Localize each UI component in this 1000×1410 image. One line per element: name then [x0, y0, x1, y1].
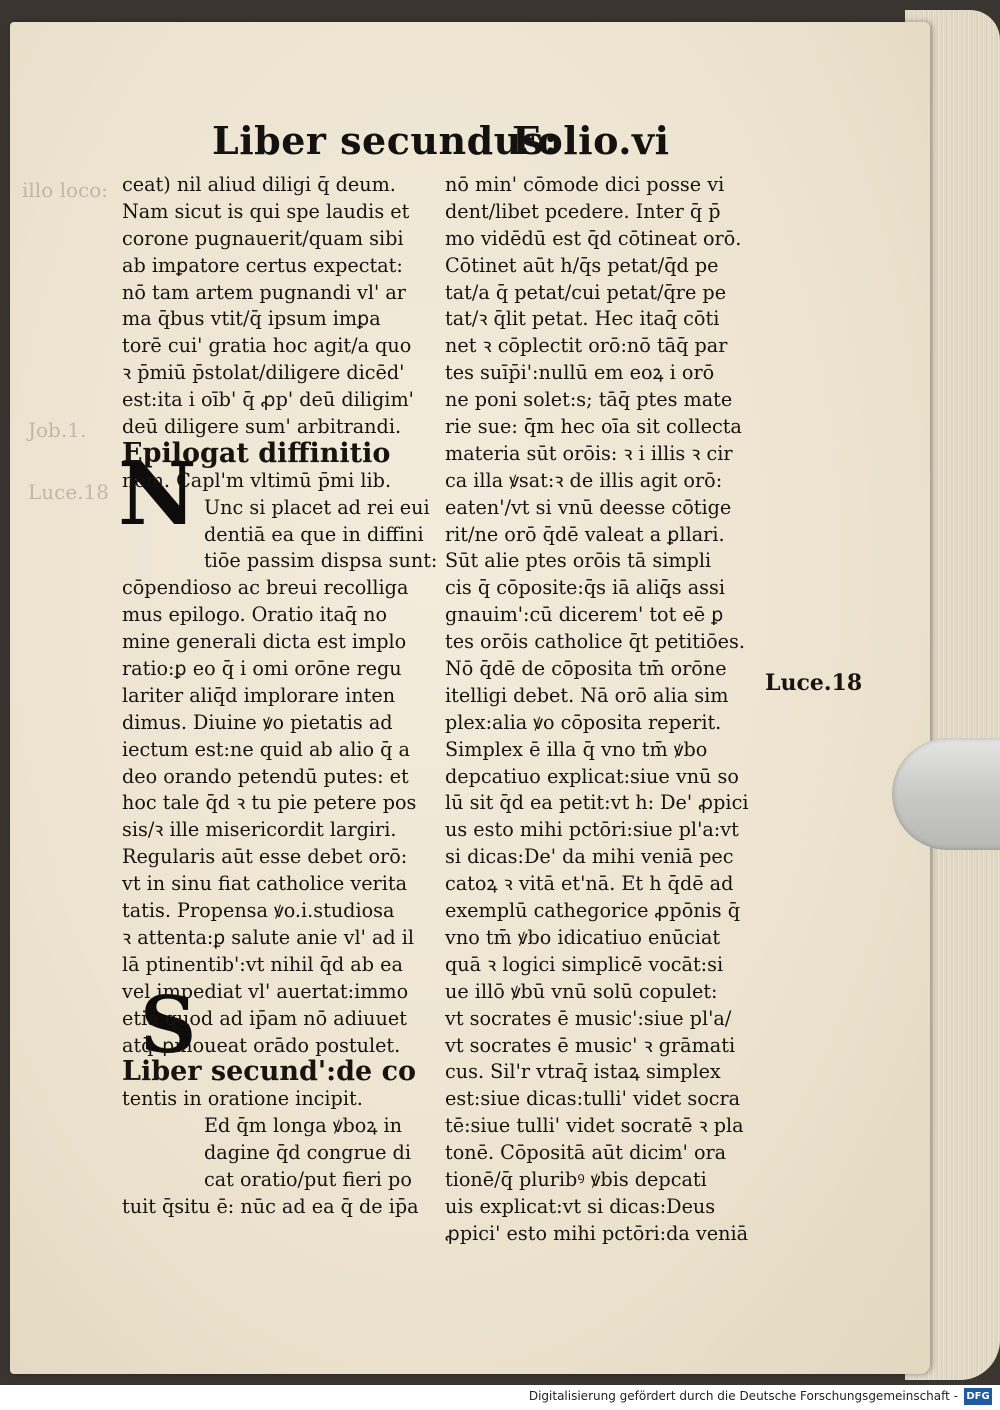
margin-note: Luce.18 [765, 670, 863, 696]
text-line: hoc tale q̄d ꝛ tu pie petere pos [122, 791, 417, 815]
text-line: corone pugnauerit/quam sibi [122, 226, 404, 250]
text-line: mus epilogo. Oratio itaq̄ no [122, 603, 388, 627]
text-line: vno tm̄ ꝟbo idicatiuo enūciat [445, 925, 721, 949]
text-line: torē cui' gratia hoc agit/a quo [122, 334, 412, 358]
bleed-through-text: illo loco: [22, 178, 109, 202]
text-line: lariter aliq̄d implorare inten [122, 683, 396, 707]
text-line: Epilogat diffinitio [122, 437, 391, 469]
text-line: tionē/q̄ pluribꝰ ꝟbis depcati [445, 1167, 707, 1191]
text-line: nō min' cōmode dici posse vi [445, 173, 725, 196]
text-line: tatis. Propensa ꝟo.i.studiosa [122, 899, 395, 923]
text-line: Ed q̄m longa ꝟboꝝ in [204, 1114, 403, 1138]
text-line: Sūt alie ptes orōis tā simpli [445, 549, 712, 573]
text-line: ne poni solet:s; tāq̄ ptes mate [445, 388, 733, 412]
text-line: Liber secund':de co [122, 1056, 417, 1088]
text-line: eaten'/vt si vnū deesse cōtige [445, 495, 732, 519]
text-line: dimus. Diuine ꝟo pietatis ad [122, 710, 393, 734]
bleed-through-text: Luce.18 [28, 480, 110, 504]
text-line: materia sūt orōis: ꝛ i illis ꝛ cir [445, 441, 733, 465]
text-line: iectum est:ne quid ab alio q̄ a [122, 737, 410, 761]
text-line: est:ita i oīb' q̄ ꝓp' deū diligim' [122, 388, 414, 412]
text-column-left [122, 172, 438, 1221]
text-line: si dicas:De' da mihi veniā pec [445, 845, 734, 869]
text-line: lā ptinentib':vt nihil q̄d ab ea [122, 952, 403, 976]
text-line: tuit q̄situ ē: nūc ad ea q̄ de ip̄a [122, 1194, 419, 1218]
text-line: tonē. Cōpositā aūt dicim' ora [445, 1141, 727, 1165]
text-line: etiā quod ad ip̄am nō adiuuet [122, 1006, 407, 1030]
text-line: ratio:ꝑ eo q̄ i omi orōne regu [122, 657, 402, 681]
bleed-through-text: Job.1. [28, 418, 87, 442]
text-line: ceat) nil aliud diligi q̄ deum. [122, 173, 396, 196]
dfg-logo: DFG [964, 1388, 992, 1405]
text-line: vel impediat vl' auertat:immo [122, 979, 409, 1003]
text-line: dent/libet pcedere. Inter q̄ p̄ [445, 199, 721, 223]
text-line: tes orōis catholice q̄t petitiōes. [445, 630, 745, 654]
text-line: itelligi debet. Nā orō alia sim [445, 683, 729, 707]
text-line: mo vidēdū est q̄d cōtineat orō. [445, 226, 742, 250]
text-line: exemplū cathegorice ꝓpōnis q̄ [445, 899, 740, 923]
text-line: Regularis aūt esse debet orō: [122, 845, 408, 869]
running-header-right: Folio.vi [512, 118, 670, 163]
text-column-right [445, 172, 749, 1248]
text-line: uis explicat:vt si dicas:Deus [445, 1194, 716, 1218]
text-line: Simplex ē illa q̄ vno tm̄ ꝟbo [445, 737, 708, 761]
text-line: depcatiuo explicat:siue vnū so [445, 764, 739, 788]
text-line: ꝛ attenta:ꝑ salute anie vl' ad il [122, 925, 415, 949]
text-line: cōpendioso ac breui recolliga [122, 576, 409, 600]
text-line: lū sit q̄d ea petit:vt h: De' ꝓpici [445, 791, 749, 815]
text-line: ue illō ꝟbū vnū solū copulet: [445, 979, 718, 1003]
text-line: Nam sicut is qui spe laudis et [122, 199, 410, 223]
text-line: mine generali dicta est implo [122, 630, 407, 654]
page-clip [892, 738, 1000, 850]
text-line: atq̄ ꝓmoueat orādo postulet. [122, 1033, 401, 1057]
text-line: cat oratio/put fieri po [204, 1167, 412, 1191]
text-line: cus. Sil'r vtraq̄ istaꝝ simplex [445, 1060, 721, 1084]
text-line: Nō q̄dē de cōposita tm̄ orōne [445, 657, 727, 681]
text-line: net ꝛ cōplectit orō:nō tāq̄ par [445, 334, 728, 358]
text-line: rie sue: q̄m hec oīa sit collecta [445, 415, 742, 439]
text-line: tentis in oratione incipit. [122, 1087, 363, 1111]
text-line: nem. Capl'm vltimū p̄mi lib. [122, 468, 392, 492]
text-line: cis q̄ cōposite:q̄s iā aliq̄s assi [445, 576, 725, 600]
text-line: plex:alia ꝟo cōposita reperit. [445, 710, 722, 734]
text-line: us esto mihi pctōri:siue pl'a:vt [445, 818, 739, 842]
text-line: gnauim':cū dicerem' tot eē ꝑ [445, 603, 724, 627]
text-line: tē:siue tulli' videt socratē ꝛ pla [445, 1114, 744, 1138]
text-line: tat/ꝛ q̄lit petat. Hec itaq̄ cōti [445, 307, 720, 331]
text-line: deū diligere sum' arbitrandi. [122, 415, 402, 439]
text-line: rit/ne orō q̄dē valeat a ꝑllari. [445, 522, 725, 546]
text-line: est:siue dicas:tulli' videt socra [445, 1087, 741, 1111]
text-line: quā ꝛ logici simplicē vocāt:si [445, 952, 724, 976]
text-line: Cōtinet aūt h/q̄s petat/q̄d pe [445, 253, 719, 277]
text-line: tiōe passim dispsa sunt: [204, 549, 438, 573]
running-header-left: Liber secundus: [212, 118, 559, 163]
text-line: deo orando petendū putes: et [122, 764, 409, 788]
text-line: dentiā ea que in diffini [204, 522, 424, 546]
text-line: ꝓpici' esto mihi pctōri:da veniā [445, 1221, 749, 1245]
text-line: dagine q̄d congrue di [204, 1141, 411, 1165]
text-line: Unc si placet ad rei eui [204, 495, 430, 519]
text-line: tes suīp̄i':nullū em eoꝝ i orō [445, 361, 715, 385]
text-line: vt in sinu fiat catholice verita [122, 872, 408, 896]
text-line: ma q̄bus vtit/q̄ ipsum imꝑa [122, 307, 381, 331]
footer-credit: Digitalisierung gefördert durch die Deutsche Forschungsgemeinschaft - [528, 1389, 958, 1403]
text-line: catoꝝ ꝛ vitā et'nā. Et h q̄dē ad [445, 872, 734, 896]
text-line: vt socrates ē music':siue pl'a/ [445, 1006, 732, 1030]
text-line: vt socrates ē music' ꝛ grāmati [445, 1033, 736, 1057]
text-line: ca illa ꝟsat:ꝛ de illis agit orō: [445, 468, 723, 492]
decorated-initial-n: N [118, 444, 197, 545]
text-line: nō tam artem pugnandi vl' ar [122, 280, 406, 304]
text-line: ab imꝑatore certus expectat: [122, 253, 403, 277]
footer-bar [0, 1385, 1000, 1410]
text-line: ꝛ p̄miū p̄stolat/diligere dicēd' [122, 361, 405, 385]
text-line: tat/a q̄ petat/cui petat/q̄re pe [445, 280, 727, 304]
decorated-initial-s: S [140, 980, 197, 1071]
text-line: sis/ꝛ ille misericordit largiri. [122, 818, 397, 842]
